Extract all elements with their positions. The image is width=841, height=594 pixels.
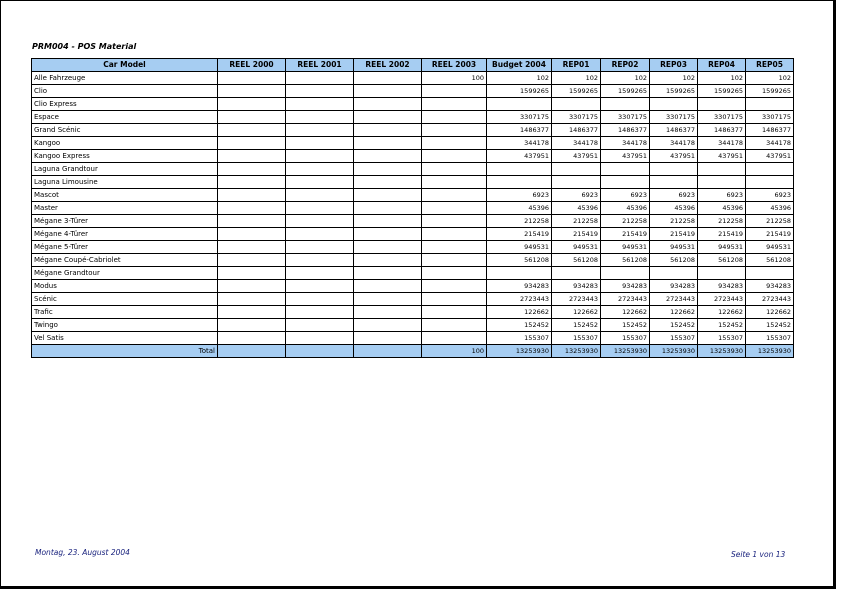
car-model-cell: Laguna Grandtour bbox=[32, 163, 218, 176]
value-cell: 437951 bbox=[601, 150, 650, 163]
value-cell: 1599265 bbox=[552, 85, 601, 98]
value-cell: 949531 bbox=[552, 241, 601, 254]
value-cell: 561208 bbox=[601, 254, 650, 267]
car-model-cell: Mégane 4-Türer bbox=[32, 228, 218, 241]
value-cell bbox=[487, 98, 552, 111]
value-cell: 2723443 bbox=[487, 293, 552, 306]
value-cell bbox=[286, 306, 354, 319]
value-cell bbox=[218, 202, 286, 215]
car-model-cell: Kangoo bbox=[32, 137, 218, 150]
table-row bbox=[32, 124, 794, 137]
value-cell bbox=[354, 176, 422, 189]
value-cell bbox=[354, 98, 422, 111]
value-cell bbox=[286, 163, 354, 176]
value-cell: 934283 bbox=[746, 280, 794, 293]
table-row bbox=[32, 319, 794, 332]
value-cell bbox=[354, 306, 422, 319]
table-row bbox=[32, 280, 794, 293]
value-cell bbox=[601, 98, 650, 111]
value-cell: 2723443 bbox=[746, 293, 794, 306]
table-row bbox=[32, 111, 794, 124]
table-row bbox=[32, 98, 794, 111]
value-cell: 949531 bbox=[746, 241, 794, 254]
value-cell: 152452 bbox=[650, 319, 698, 332]
value-cell: 949531 bbox=[650, 241, 698, 254]
value-cell bbox=[746, 98, 794, 111]
table-row bbox=[32, 163, 794, 176]
value-cell: 45396 bbox=[650, 202, 698, 215]
value-cell bbox=[218, 306, 286, 319]
value-cell: 6923 bbox=[601, 189, 650, 202]
value-cell: 152452 bbox=[698, 319, 746, 332]
car-model-cell: Master bbox=[32, 202, 218, 215]
value-cell bbox=[650, 98, 698, 111]
column-header: REEL 2001 bbox=[286, 59, 354, 72]
value-cell: 344178 bbox=[552, 137, 601, 150]
value-cell: 102 bbox=[487, 72, 552, 85]
value-cell: 45396 bbox=[698, 202, 746, 215]
value-cell bbox=[354, 111, 422, 124]
value-cell bbox=[422, 111, 487, 124]
value-cell: 155307 bbox=[650, 332, 698, 345]
value-cell bbox=[286, 267, 354, 280]
value-cell: 3307175 bbox=[746, 111, 794, 124]
value-cell: 152452 bbox=[487, 319, 552, 332]
value-cell bbox=[354, 293, 422, 306]
value-cell: 1486377 bbox=[698, 124, 746, 137]
value-cell: 437951 bbox=[487, 150, 552, 163]
value-cell: 949531 bbox=[487, 241, 552, 254]
value-cell bbox=[422, 189, 487, 202]
value-cell: 155307 bbox=[487, 332, 552, 345]
value-cell: 212258 bbox=[552, 215, 601, 228]
value-cell: 45396 bbox=[601, 202, 650, 215]
value-cell bbox=[286, 202, 354, 215]
total-value-cell: 13253930 bbox=[698, 345, 746, 358]
value-cell bbox=[354, 163, 422, 176]
value-cell: 215419 bbox=[601, 228, 650, 241]
value-cell bbox=[354, 150, 422, 163]
value-cell bbox=[218, 215, 286, 228]
value-cell bbox=[354, 137, 422, 150]
total-row bbox=[32, 345, 794, 358]
value-cell: 6923 bbox=[698, 189, 746, 202]
value-cell bbox=[650, 163, 698, 176]
value-cell bbox=[422, 124, 487, 137]
value-cell: 155307 bbox=[601, 332, 650, 345]
value-cell: 102 bbox=[698, 72, 746, 85]
table-row bbox=[32, 215, 794, 228]
car-model-cell: Mégane Coupé-Cabriolet bbox=[32, 254, 218, 267]
value-cell: 344178 bbox=[698, 137, 746, 150]
value-cell bbox=[286, 124, 354, 137]
value-cell bbox=[354, 241, 422, 254]
value-cell bbox=[218, 163, 286, 176]
car-model-cell: Kangoo Express bbox=[32, 150, 218, 163]
table-row bbox=[32, 85, 794, 98]
value-cell: 122662 bbox=[746, 306, 794, 319]
value-cell bbox=[422, 241, 487, 254]
value-cell: 122662 bbox=[487, 306, 552, 319]
value-cell bbox=[218, 176, 286, 189]
value-cell: 212258 bbox=[487, 215, 552, 228]
value-cell: 1486377 bbox=[601, 124, 650, 137]
car-model-cell: Vel Satis bbox=[32, 332, 218, 345]
value-cell bbox=[286, 98, 354, 111]
value-cell: 2723443 bbox=[552, 293, 601, 306]
value-cell: 1599265 bbox=[650, 85, 698, 98]
total-value-cell: 13253930 bbox=[552, 345, 601, 358]
value-cell bbox=[286, 150, 354, 163]
value-cell: 2723443 bbox=[650, 293, 698, 306]
value-cell bbox=[746, 176, 794, 189]
value-cell: 122662 bbox=[552, 306, 601, 319]
value-cell: 561208 bbox=[746, 254, 794, 267]
value-cell: 437951 bbox=[698, 150, 746, 163]
value-cell: 934283 bbox=[601, 280, 650, 293]
value-cell bbox=[286, 111, 354, 124]
value-cell: 6923 bbox=[746, 189, 794, 202]
table-row bbox=[32, 176, 794, 189]
value-cell bbox=[354, 332, 422, 345]
table-row bbox=[32, 72, 794, 85]
value-cell bbox=[354, 72, 422, 85]
value-cell bbox=[286, 241, 354, 254]
value-cell: 561208 bbox=[552, 254, 601, 267]
value-cell: 1599265 bbox=[746, 85, 794, 98]
value-cell bbox=[698, 163, 746, 176]
value-cell bbox=[286, 228, 354, 241]
value-cell bbox=[218, 319, 286, 332]
value-cell: 934283 bbox=[487, 280, 552, 293]
table-row bbox=[32, 254, 794, 267]
value-cell bbox=[422, 306, 487, 319]
value-cell: 1599265 bbox=[698, 85, 746, 98]
car-model-cell: Espace bbox=[32, 111, 218, 124]
total-value-cell: 13253930 bbox=[601, 345, 650, 358]
value-cell: 155307 bbox=[746, 332, 794, 345]
column-header: REEL 2000 bbox=[218, 59, 286, 72]
car-model-cell: Clio Express bbox=[32, 98, 218, 111]
value-cell bbox=[601, 267, 650, 280]
value-cell bbox=[286, 176, 354, 189]
value-cell bbox=[601, 176, 650, 189]
value-cell: 215419 bbox=[650, 228, 698, 241]
value-cell bbox=[746, 163, 794, 176]
value-cell: 949531 bbox=[601, 241, 650, 254]
value-cell bbox=[354, 280, 422, 293]
column-header: Budget 2004 bbox=[487, 59, 552, 72]
value-cell: 949531 bbox=[698, 241, 746, 254]
value-cell bbox=[218, 332, 286, 345]
value-cell: 1486377 bbox=[746, 124, 794, 137]
car-model-cell: Alle Fahrzeuge bbox=[32, 72, 218, 85]
column-header: REP01 bbox=[552, 59, 601, 72]
value-cell: 6923 bbox=[487, 189, 552, 202]
value-cell: 215419 bbox=[552, 228, 601, 241]
table-row bbox=[32, 267, 794, 280]
value-cell: 934283 bbox=[552, 280, 601, 293]
car-model-cell: Laguna Limousine bbox=[32, 176, 218, 189]
value-cell bbox=[286, 254, 354, 267]
value-cell: 212258 bbox=[601, 215, 650, 228]
value-cell: 437951 bbox=[650, 150, 698, 163]
value-cell bbox=[286, 72, 354, 85]
value-cell bbox=[698, 176, 746, 189]
car-model-cell: Grand Scénic bbox=[32, 124, 218, 137]
value-cell bbox=[218, 124, 286, 137]
value-cell: 1599265 bbox=[487, 85, 552, 98]
table-row bbox=[32, 150, 794, 163]
value-cell: 6923 bbox=[650, 189, 698, 202]
value-cell: 215419 bbox=[487, 228, 552, 241]
column-header: REP04 bbox=[698, 59, 746, 72]
value-cell bbox=[218, 189, 286, 202]
value-cell: 122662 bbox=[601, 306, 650, 319]
value-cell bbox=[286, 137, 354, 150]
value-cell: 1486377 bbox=[650, 124, 698, 137]
table-body bbox=[32, 72, 794, 345]
value-cell bbox=[698, 267, 746, 280]
table-row bbox=[32, 241, 794, 254]
value-cell bbox=[422, 215, 487, 228]
car-model-cell: Clio bbox=[32, 85, 218, 98]
value-cell bbox=[422, 176, 487, 189]
total-value-cell bbox=[286, 345, 354, 358]
value-cell: 100 bbox=[422, 72, 487, 85]
column-header: REP05 bbox=[746, 59, 794, 72]
value-cell bbox=[354, 202, 422, 215]
value-cell: 212258 bbox=[698, 215, 746, 228]
value-cell bbox=[552, 267, 601, 280]
value-cell bbox=[422, 163, 487, 176]
value-cell bbox=[286, 293, 354, 306]
car-model-cell: Mégane 3-Türer bbox=[32, 215, 218, 228]
value-cell bbox=[422, 98, 487, 111]
value-cell: 561208 bbox=[698, 254, 746, 267]
table-row bbox=[32, 228, 794, 241]
value-cell bbox=[354, 124, 422, 137]
report-title: PRM004 - POS Material bbox=[32, 42, 137, 51]
value-cell bbox=[354, 85, 422, 98]
value-cell: 2723443 bbox=[601, 293, 650, 306]
value-cell bbox=[218, 267, 286, 280]
value-cell bbox=[422, 85, 487, 98]
value-cell: 344178 bbox=[746, 137, 794, 150]
column-header: Car Model bbox=[32, 59, 218, 72]
column-header: REEL 2002 bbox=[354, 59, 422, 72]
value-cell: 102 bbox=[746, 72, 794, 85]
value-cell bbox=[218, 254, 286, 267]
car-model-cell: Mascot bbox=[32, 189, 218, 202]
value-cell bbox=[354, 319, 422, 332]
total-value-cell: 13253930 bbox=[650, 345, 698, 358]
value-cell: 6923 bbox=[552, 189, 601, 202]
value-cell bbox=[354, 254, 422, 267]
value-cell bbox=[601, 163, 650, 176]
value-cell: 437951 bbox=[552, 150, 601, 163]
value-cell: 561208 bbox=[487, 254, 552, 267]
value-cell bbox=[354, 189, 422, 202]
value-cell: 212258 bbox=[746, 215, 794, 228]
value-cell bbox=[286, 332, 354, 345]
table-row bbox=[32, 202, 794, 215]
value-cell bbox=[422, 293, 487, 306]
car-model-cell: Mégane Grandtour bbox=[32, 267, 218, 280]
value-cell: 934283 bbox=[650, 280, 698, 293]
value-cell bbox=[552, 163, 601, 176]
value-cell: 3307175 bbox=[601, 111, 650, 124]
value-cell bbox=[746, 267, 794, 280]
value-cell: 215419 bbox=[698, 228, 746, 241]
pos-material-table bbox=[31, 58, 794, 358]
value-cell: 437951 bbox=[746, 150, 794, 163]
value-cell: 2723443 bbox=[698, 293, 746, 306]
value-cell: 152452 bbox=[746, 319, 794, 332]
value-cell: 344178 bbox=[601, 137, 650, 150]
value-cell: 122662 bbox=[650, 306, 698, 319]
value-cell bbox=[552, 98, 601, 111]
value-cell bbox=[218, 85, 286, 98]
value-cell bbox=[286, 189, 354, 202]
value-cell bbox=[218, 111, 286, 124]
value-cell: 3307175 bbox=[487, 111, 552, 124]
value-cell: 934283 bbox=[698, 280, 746, 293]
value-cell: 102 bbox=[650, 72, 698, 85]
value-cell: 344178 bbox=[650, 137, 698, 150]
value-cell bbox=[698, 98, 746, 111]
value-cell bbox=[422, 280, 487, 293]
car-model-cell: Trafic bbox=[32, 306, 218, 319]
value-cell: 561208 bbox=[650, 254, 698, 267]
value-cell bbox=[354, 267, 422, 280]
total-value-cell bbox=[218, 345, 286, 358]
value-cell bbox=[218, 228, 286, 241]
value-cell bbox=[422, 137, 487, 150]
value-cell bbox=[422, 332, 487, 345]
value-cell: 45396 bbox=[746, 202, 794, 215]
value-cell: 45396 bbox=[487, 202, 552, 215]
value-cell bbox=[218, 293, 286, 306]
value-cell: 212258 bbox=[650, 215, 698, 228]
table-row bbox=[32, 137, 794, 150]
total-value-cell: 13253930 bbox=[746, 345, 794, 358]
column-header: REP03 bbox=[650, 59, 698, 72]
value-cell bbox=[487, 176, 552, 189]
value-cell: 152452 bbox=[601, 319, 650, 332]
value-cell bbox=[422, 150, 487, 163]
value-cell bbox=[650, 176, 698, 189]
value-cell: 102 bbox=[552, 72, 601, 85]
value-cell: 1486377 bbox=[552, 124, 601, 137]
value-cell bbox=[286, 215, 354, 228]
value-cell bbox=[487, 267, 552, 280]
value-cell bbox=[218, 98, 286, 111]
value-cell bbox=[218, 241, 286, 254]
value-cell bbox=[650, 267, 698, 280]
value-cell: 344178 bbox=[487, 137, 552, 150]
column-header: REP02 bbox=[601, 59, 650, 72]
column-header: REEL 2003 bbox=[422, 59, 487, 72]
value-cell: 155307 bbox=[698, 332, 746, 345]
value-cell: 1599265 bbox=[601, 85, 650, 98]
total-label: Total bbox=[32, 345, 218, 358]
value-cell bbox=[218, 137, 286, 150]
value-cell: 1486377 bbox=[487, 124, 552, 137]
car-model-cell: Twingo bbox=[32, 319, 218, 332]
value-cell: 3307175 bbox=[698, 111, 746, 124]
car-model-cell: Scénic bbox=[32, 293, 218, 306]
value-cell: 122662 bbox=[698, 306, 746, 319]
value-cell: 45396 bbox=[552, 202, 601, 215]
value-cell: 215419 bbox=[746, 228, 794, 241]
value-cell bbox=[354, 228, 422, 241]
value-cell: 155307 bbox=[552, 332, 601, 345]
total-value-cell: 100 bbox=[422, 345, 487, 358]
footer-date: Montag, 23. August 2004 bbox=[35, 548, 130, 557]
table-row bbox=[32, 332, 794, 345]
value-cell bbox=[422, 254, 487, 267]
car-model-cell: Mégane 5-Türer bbox=[32, 241, 218, 254]
value-cell bbox=[286, 319, 354, 332]
value-cell bbox=[422, 267, 487, 280]
value-cell bbox=[422, 202, 487, 215]
value-cell bbox=[286, 85, 354, 98]
value-cell bbox=[218, 150, 286, 163]
value-cell bbox=[218, 280, 286, 293]
value-cell bbox=[354, 215, 422, 228]
value-cell: 102 bbox=[601, 72, 650, 85]
header-row bbox=[32, 59, 794, 72]
table-row bbox=[32, 306, 794, 319]
value-cell bbox=[422, 228, 487, 241]
footer-page-number: Seite 1 von 13 bbox=[731, 550, 786, 559]
value-cell bbox=[487, 163, 552, 176]
value-cell bbox=[218, 72, 286, 85]
value-cell: 3307175 bbox=[650, 111, 698, 124]
car-model-cell: Modus bbox=[32, 280, 218, 293]
value-cell bbox=[422, 319, 487, 332]
value-cell bbox=[552, 176, 601, 189]
value-cell: 152452 bbox=[552, 319, 601, 332]
table-row bbox=[32, 189, 794, 202]
value-cell: 3307175 bbox=[552, 111, 601, 124]
total-value-cell bbox=[354, 345, 422, 358]
table-row bbox=[32, 293, 794, 306]
total-value-cell: 13253930 bbox=[487, 345, 552, 358]
value-cell bbox=[286, 280, 354, 293]
